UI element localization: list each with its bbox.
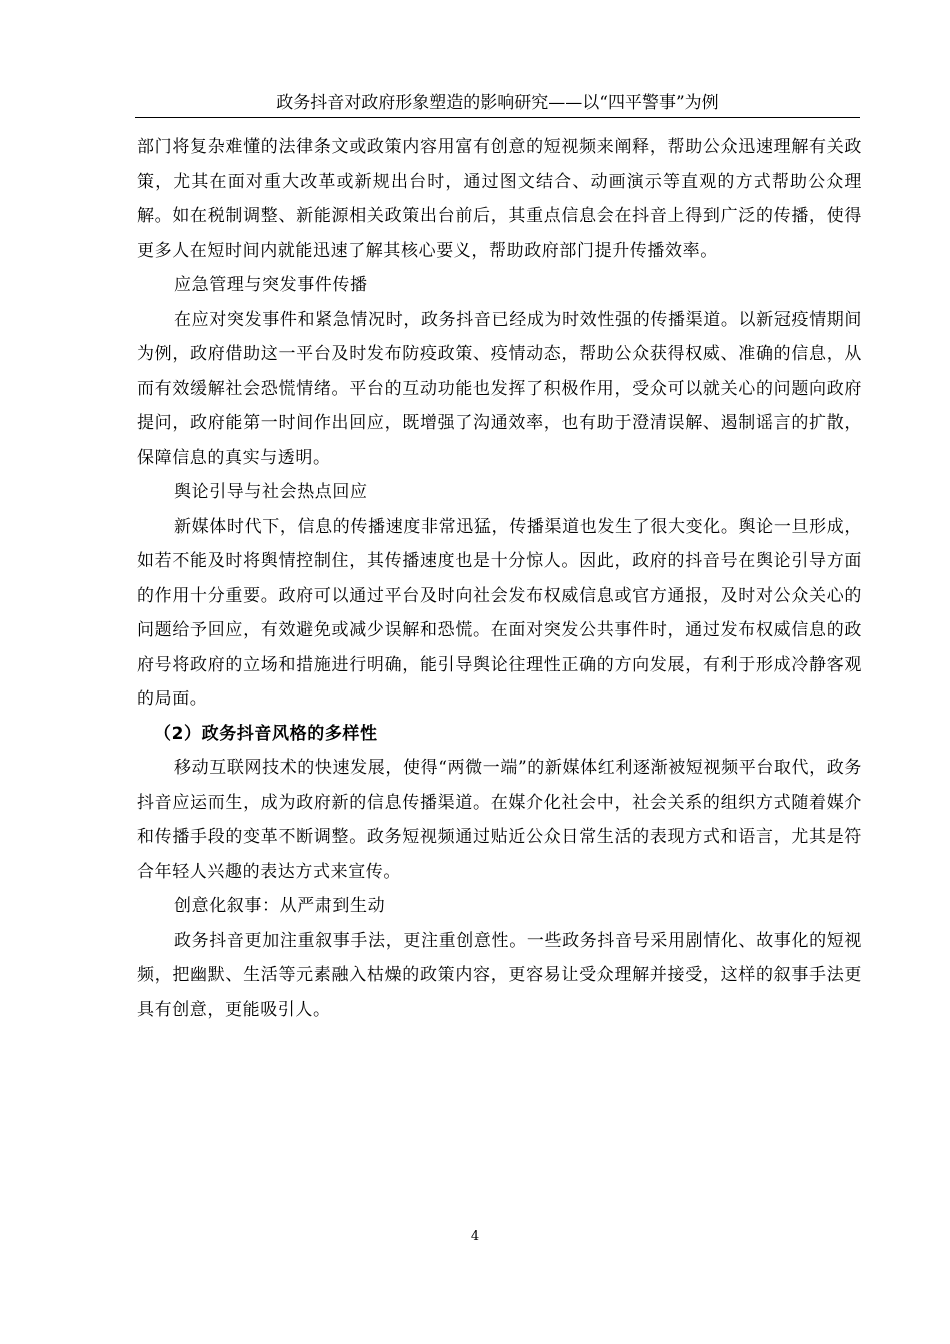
page-number: 4 (470, 1229, 480, 1244)
paragraph-public-opinion-guidance: 新媒体时代下，信息的传播速度非常迅猛，传播渠道也发生了很大变化。舆论一旦形成，如若不能及时将舆情控制住，其传播速度也是十分惊人。因此，政府的抖音号在舆论引导方面的作用十分重要。政府可以通过平台及时向社会发布权威信息或官方通报，及时对公众关心的问题给予回应，有效避免或减少误解和恐慌。在面对突发公共事件时，通过发布权威信息的政府号将政府的立场和措施进行明确，能引导舆论往理性正确的方向发展，有利于形成冷静客观的局面。 (137, 516, 862, 709)
paragraph-creative-narrative: 政务抖音更加注重叙事手法，更注重创意性。一些政务抖音号采用剧情化、故事化的短视频，把幽默、生活等元素融入枯燥的政策内容，更容易让受众理解并接受，这样的叙事手法更具有创意，更能吸引人。 (137, 930, 862, 1020)
paragraph-emergency-communication: 在应对突发事件和紧急情况时，政务抖音已经成为时效性强的传播渠道。以新冠疫情期间为例，政府借助这一平台及时发布防疫政策、疫情动态，帮助公众获得权威、准确的信息，从而有效缓解社会恐慌情绪。平台的互动功能也发挥了积极作用，受众可以就关心的问题向政府提问，政府能第一时间作出回应，既增强了沟通效率，也有助于澄清误解、遏制谣言的扩散，保障信息的真实与透明。 (137, 309, 862, 468)
header-rule (135, 117, 860, 118)
paragraph-style-diversity: 移动互联网技术的快速发展，使得“两微一端”的新媒体红利逐渐被短视频平台取代，政务抖音应运而生，成为政府新的信息传播渠道。在媒介化社会中，社会关系的组织方式随着媒介和传播手段的变革不断调整。政务短视频通过贴近公众日常生活的表现方式和语言，尤其是符合年轻人兴趣的表达方式来宣传。 (137, 758, 862, 882)
running-header: 政务抖音对政府形象塑造的影响研究——以“四平警事”为例 (276, 93, 719, 113)
subheading-creative-narrative: 创意化叙事：从严肃到生动 (174, 896, 386, 916)
section-heading-style-diversity: （2）政务抖音风格的多样性 (154, 723, 378, 744)
page-body (137, 130, 862, 1027)
paragraph-policy-interpretation: 部门将复杂难懂的法律条文或政策内容用富有创意的短视频来阐释，帮助公众迅速理解有关政策，尤其在面对重大改革或新规出台时，通过图文结合、动画演示等直观的方式帮助公众理解。如在税制调整、新能源相关政策出台前后，其重点信息会在抖音上得到广泛的传播，使得更多人在短时间内就能迅速了解其核心要义，帮助政府部门提升传播效率。 (137, 137, 862, 261)
subheading-emergency-management: 应急管理与突发事件传播 (174, 275, 368, 295)
subheading-public-opinion: 舆论引导与社会热点回应 (174, 482, 368, 502)
